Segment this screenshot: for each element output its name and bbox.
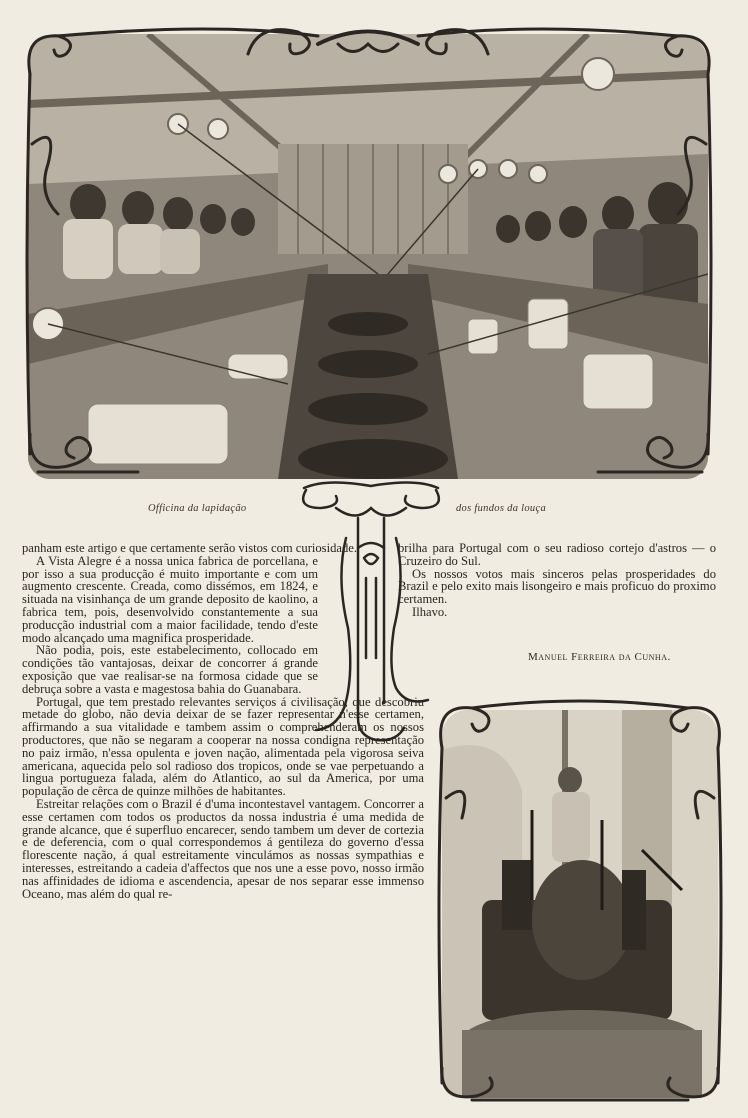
workshop-photograph	[18, 14, 718, 484]
author-signature: Manuel Ferreira da Cunha.	[528, 651, 671, 663]
left-paragraph-3: Não podia, pois, este estabelecimento, collocado em condições tão vantajosas, deixar de concorrer á grande exposição que vae realisar-se na formosa cidade que se debruça sobre a vasta e magestosa bahia do Guanabara.	[22, 643, 318, 696]
right-paragraph-2: Os nossos votos mais sinceros pelas prosperidades do Brazil e pelo exito mais lisongeiro e mais proficuo do proximo certamen.	[398, 566, 716, 607]
right-column	[398, 542, 716, 619]
right-paragraph-3: Ilhavo.	[412, 604, 448, 619]
left-paragraph-1: panham este artigo e que certamente serão vistos com curiosidade.	[22, 541, 358, 555]
caption-left: Officina da lapidação	[148, 503, 247, 514]
left-column	[22, 542, 424, 900]
art-nouveau-frame-icon	[18, 14, 718, 484]
machinery-photograph	[432, 688, 728, 1108]
left-paragraph-4: Portugal, que tem prestado relevantes serviços á civilisação, que descobriu metade do globo, não devia deixar de se fazer representar n'esse certamen, affirmando a sua vitalidade e tambem assim o comprehenderam os nossos productores, que não se negaram a cooperar na nossa condigna representação no paiz irmão, n'essa opulenta e joven nação, alimentada pela vigorosa seiva americana, aquecida pelo sol radioso dos tropicos, onde se vae perpetuando a lingua portugueza falada, além do Atlantico, ao sul da America, por uma população de cêrca de quinze milhões de habitantes.	[22, 694, 424, 799]
right-paragraph-1: brilha para Portugal com o seu radioso cortejo d'astros — o Cruzeiro do Sul.	[398, 541, 716, 568]
caption-right: dos fundos da louça	[456, 503, 546, 514]
bottom-photo-frame-icon	[432, 688, 728, 1108]
left-paragraph-2: A Vista Alegre é a nossa unica fabrica de porcellana, e por isso a sua producção é muito importante e com um augmento crescente. Creada, como dissémos, em 1824, e situada na visinhança de um grande deposito de kaolino, a fabrica tem, pois, desenvolvido constantemente a sua producção industrial com a maior facilidade, tendo d'este modo alcançado uma magnifica prosperidade.	[22, 553, 318, 645]
left-paragraph-5: Estreitar relações com o Brazil é d'uma incontestavel vantagem. Concorrer a esse certamen com todos os productos da nossa industria é uma medida de grande alcance, que é superfluo encarecer, sendo tambem um dever de cortezia e de deferencia, com o qual correspondemos á gentileza do governo d'essa florescente nação, á qual estreitamente vinculámos as nossas sympathias e interesses, estreitando a cadeia d'affectos que nos une a esse povo, nosso irmão nas affinidades de idioma e ascendencia, apesar de nos separar esse immenso Oceano, mas além do qual re-	[22, 796, 424, 901]
